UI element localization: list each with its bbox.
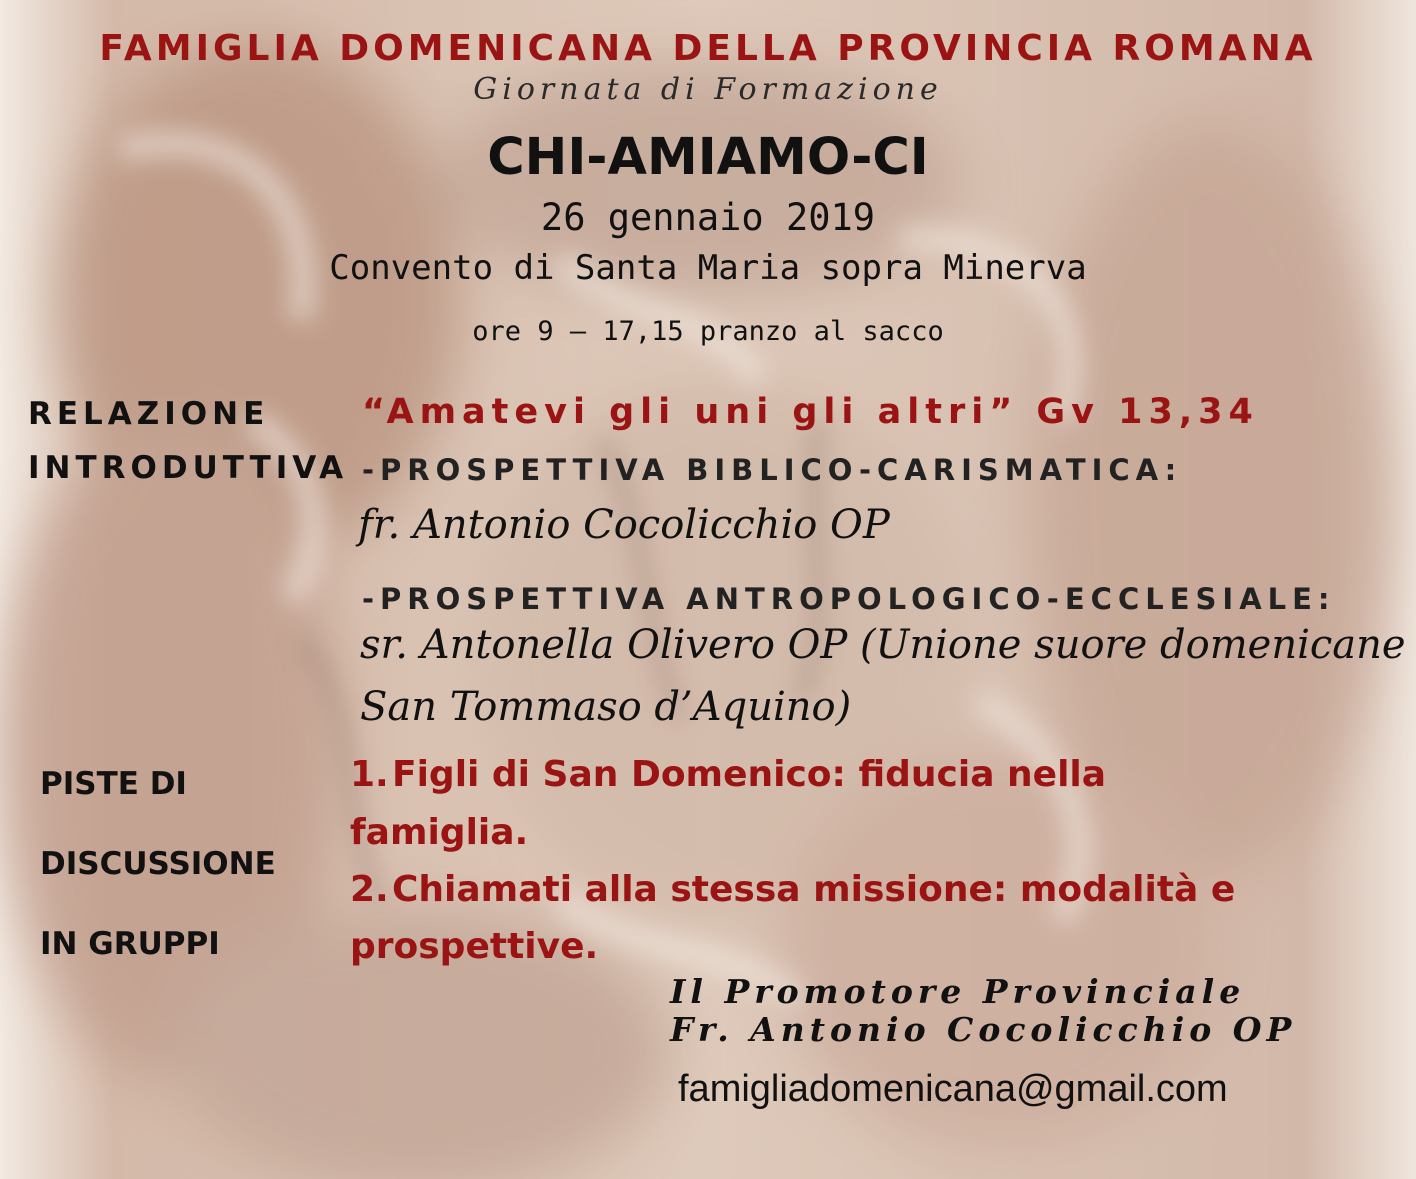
event-hours: ore 9 – 17,15 pranzo al sacco: [472, 316, 944, 347]
contact-email: famigliadomenicana@gmail.com: [678, 1068, 1228, 1110]
discussion-item-1-number: 1.: [350, 754, 389, 795]
discussion-item-1-line1: Figli di San Domenico: fiducia nella: [392, 754, 1107, 795]
relazione-label-line1: RELAZIONE: [28, 396, 270, 432]
perspective-biblical: -PROSPETTIVA BIBLICO-CARISMATICA:: [362, 453, 1183, 487]
discussion-item-2-line1: Chiamati alla stessa missione: modalità e: [392, 869, 1236, 910]
speaker-2-line1: sr. Antonella Olivero OP (Unione suore domenicane: [360, 622, 1406, 668]
event-subtitle: Giornata di Formazione: [473, 72, 943, 107]
speaker-1: fr. Antonio Cocolicchio OP: [358, 502, 890, 548]
speaker-2-line2: San Tommaso d’Aquino): [360, 684, 852, 730]
piste-label-line2: DISCUSSIONE: [40, 846, 276, 882]
discussion-item-2-line2: prospettive.: [350, 926, 599, 967]
relazione-label-line2: INTRODUTTIVA: [28, 450, 349, 486]
organization-title: FAMIGLIA DOMENICANA DELLA PROVINCIA ROMANA: [99, 28, 1317, 69]
event-date: 26 gennaio 2019: [540, 196, 876, 239]
relazione-quote: “Amatevi gli uni gli altri” Gv 13,34: [362, 392, 1259, 432]
event-venue: Convento di Santa Maria sopra Minerva: [329, 248, 1087, 288]
event-title: CHI-AMIAMO-CI: [487, 128, 929, 187]
promoter-role: Il Promotore Provinciale: [670, 972, 1246, 1011]
discussion-item-1-line2: famiglia.: [350, 812, 529, 853]
perspective-anthropological: -PROSPETTIVA ANTROPOLOGICO-ECCLESIALE:: [362, 582, 1336, 616]
discussion-item-2-number: 2.: [350, 869, 389, 910]
promoter-name: Fr. Antonio Cocolicchio OP: [670, 1010, 1297, 1049]
piste-label-line3: IN GRUPPI: [40, 926, 220, 962]
piste-label-line1: PISTE DI: [40, 766, 187, 802]
